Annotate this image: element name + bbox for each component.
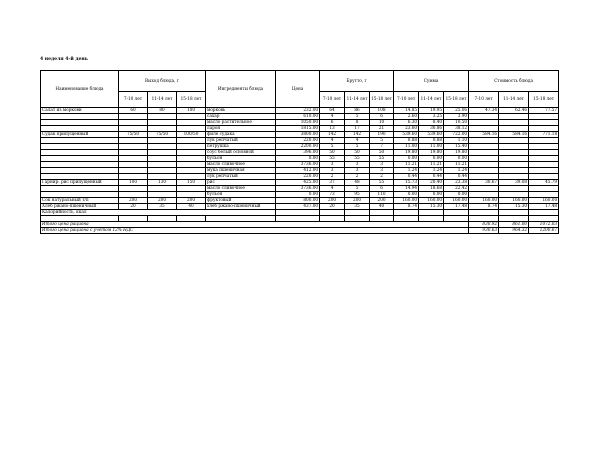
ingredients-header: Ингредиенты блюда	[206, 71, 276, 108]
output-cell: 60	[119, 108, 148, 114]
calories-label: Калорийность, ккал	[41, 210, 276, 216]
total-vat-value: 964.32	[499, 228, 529, 234]
sum-cell: 14.85	[394, 108, 419, 114]
brutto-cell: 64	[320, 108, 345, 114]
price-cell: 2200.00	[276, 144, 320, 150]
age-header: 15-18 лет	[529, 92, 559, 108]
sum-cell: 3.25	[419, 114, 444, 120]
cost-cell: 77.57	[529, 108, 559, 114]
brutto-cell: 3	[320, 162, 345, 168]
ingredient-cell: мука пшеничная	[206, 168, 276, 174]
brutto-cell: 37	[320, 180, 345, 186]
output-cell: 100	[177, 108, 206, 114]
sum-cell: 11.00	[419, 144, 444, 150]
output-header: Выход блюда, г	[119, 71, 206, 92]
output-cell: 75/50	[119, 132, 148, 138]
sum-cell: 8.74	[394, 204, 419, 210]
sum-cell: 0.00	[444, 192, 469, 198]
sum-cell: 8.40	[419, 120, 444, 126]
cost-cell: 17.48	[529, 204, 559, 210]
sum-cell: 30.86	[419, 126, 444, 132]
sum-cell: 160.00	[444, 198, 469, 204]
sum-cell: 19.80	[419, 150, 444, 156]
sum-cell: 0.00	[394, 156, 419, 162]
output-cell: 200	[148, 198, 177, 204]
output-cell: 200	[177, 198, 206, 204]
total-value: 1072.03	[529, 222, 559, 228]
sum-cell: 0.44	[444, 174, 469, 180]
total-value: 830.92	[469, 222, 499, 228]
brutto-cell: 3	[370, 168, 394, 174]
price-cell: 425.00	[276, 180, 320, 186]
age-header: 7-10 лет	[320, 92, 345, 108]
cost-cell: 30.67	[469, 180, 499, 186]
price-cell: 3736.00	[276, 162, 320, 168]
price-cell: 0.00	[276, 192, 320, 198]
sum-cell: 23.60	[394, 126, 419, 132]
brutto-cell: 3	[320, 168, 345, 174]
output-cell: 80	[148, 108, 177, 114]
price-cell: 232.00	[276, 108, 320, 114]
sum-cell: 15.73	[394, 180, 419, 186]
brutto-cell: 200	[320, 198, 345, 204]
cost-header: Стоимость блюда	[469, 71, 559, 92]
sum-cell: 722.00	[444, 132, 469, 138]
sum-cell: 539.60	[419, 132, 444, 138]
sum-cell: 0.00	[444, 156, 469, 162]
brutto-cell: 73	[320, 192, 345, 198]
ingredient-cell: морковь	[206, 108, 276, 114]
brutto-cell: 2	[370, 174, 394, 180]
brutto-cell: 8	[345, 120, 370, 126]
cost-cell: 39.08	[499, 180, 529, 186]
brutto-cell: 5	[345, 144, 370, 150]
dish-name-cell: Судак припущенный	[41, 132, 119, 138]
sum-cell: 0.44	[394, 174, 419, 180]
brutto-cell: 2	[345, 174, 370, 180]
sum-cell: 160.00	[394, 198, 419, 204]
menu-cost-table	[40, 70, 559, 234]
sum-cell: 10.50	[444, 120, 469, 126]
brutto-cell: 190	[370, 132, 394, 138]
brutto-cell: 4	[320, 114, 345, 120]
brutto-cell: 5	[345, 114, 370, 120]
ingredient-cell: масло растительное	[206, 120, 276, 126]
price-cell: 220.00	[276, 138, 320, 144]
sum-cell: 0.00	[419, 192, 444, 198]
price-cell: 3736.00	[276, 186, 320, 192]
brutto-cell: 5	[345, 186, 370, 192]
sum-cell: 3.90	[444, 114, 469, 120]
sum-cell: 19.80	[394, 150, 419, 156]
brutto-header: Брутто, г	[320, 71, 394, 92]
brutto-cell: 4	[320, 138, 345, 144]
price-cell: 396.00	[276, 150, 320, 156]
ingredient-cell: фруктовый	[206, 198, 276, 204]
output-cell: 40	[177, 204, 206, 210]
cost-cell: 771.18	[529, 132, 559, 138]
cost-cell: 45.79	[529, 180, 559, 186]
cost-cell: 62.46	[499, 108, 529, 114]
age-header: 7-10 лет	[119, 92, 148, 108]
brutto-cell: 5	[370, 138, 394, 144]
ingredient-cell: лук репчатый	[206, 138, 276, 144]
brutto-cell: 86	[345, 108, 370, 114]
price-header: Цена	[276, 71, 320, 108]
sum-cell: 1.24	[394, 168, 419, 174]
sum-cell: 38.12	[444, 126, 469, 132]
sum-cell: 25.06	[444, 108, 469, 114]
sum-cell: 15.40	[444, 144, 469, 150]
total-vat-label: Итого цена рациона с учетом 12% НДС	[41, 228, 469, 234]
age-header: 15-18 лет	[177, 92, 206, 108]
ingredient-cell: бульон	[206, 192, 276, 198]
output-cell: 150	[177, 180, 206, 186]
brutto-cell: 13	[320, 126, 345, 132]
sum-cell: 22.42	[444, 186, 469, 192]
age-header: 11-14 лет	[499, 92, 529, 108]
ingredient-cell: рис	[206, 180, 276, 186]
output-cell: 35	[148, 204, 177, 210]
ingredient-cell: масло сливочное	[206, 186, 276, 192]
brutto-cell: 50	[345, 150, 370, 156]
brutto-cell: 55	[345, 156, 370, 162]
brutto-cell: 55	[320, 156, 345, 162]
output-cell: 75/50	[148, 132, 177, 138]
output-cell: 20	[119, 204, 148, 210]
age-header: 15-18 лет	[370, 92, 394, 108]
sum-cell: 14.94	[394, 186, 419, 192]
price-cell: 3800.00	[276, 132, 320, 138]
age-header: 7-10 лет	[394, 92, 419, 108]
ingredient-cell: соус белый основной	[206, 150, 276, 156]
sum-cell: 0.00	[419, 156, 444, 162]
ingredient-cell: ларон	[206, 126, 276, 132]
dish-name-cell: Сок натуральный т/п	[41, 198, 119, 204]
sum-cell: 539.60	[394, 132, 419, 138]
dish-name-header: Наименование блюда	[41, 71, 119, 108]
sum-cell: 11.21	[444, 162, 469, 168]
output-cell: 130	[148, 180, 177, 186]
sum-cell: 17.48	[444, 204, 469, 210]
brutto-cell: 110	[370, 192, 394, 198]
brutto-cell: 2	[320, 174, 345, 180]
sum-cell: 160.00	[419, 198, 444, 204]
sum-cell: 15.30	[419, 204, 444, 210]
price-cell: 1050.00	[276, 120, 320, 126]
dish-name-cell: Гарнир: рис припущенный	[41, 180, 119, 186]
brutto-cell: 50	[370, 150, 394, 156]
sum-cell: 1.24	[444, 168, 469, 174]
brutto-cell: 142	[345, 132, 370, 138]
sum-cell: 1.24	[419, 168, 444, 174]
sum-cell: 11.21	[394, 162, 419, 168]
brutto-cell: 3	[370, 162, 394, 168]
ingredient-cell: масло сливочное	[206, 162, 276, 168]
brutto-cell: 108	[370, 108, 394, 114]
age-header: 11-14 лет	[345, 92, 370, 108]
brutto-cell: 7	[370, 144, 394, 150]
brutto-cell: 20	[320, 204, 345, 210]
sum-cell: 11.21	[419, 162, 444, 168]
sum-cell: 0.44	[419, 174, 444, 180]
brutto-cell: 17	[345, 126, 370, 132]
cost-cell: 15.30	[499, 204, 529, 210]
ingredient-cell: петрушка	[206, 144, 276, 150]
brutto-cell: 6	[370, 186, 394, 192]
ingredient-cell: лук репчатый	[206, 174, 276, 180]
brutto-cell: 35	[345, 204, 370, 210]
sum-cell: 0.88	[419, 138, 444, 144]
total-vat-value: 1200.67	[529, 228, 559, 234]
ingredient-cell: бульон	[206, 156, 276, 162]
sum-cell: 11.00	[394, 144, 419, 150]
age-header: 7-10 лет	[469, 92, 499, 108]
sum-cell: 1.10	[444, 138, 469, 144]
price-cell: 0.00	[276, 156, 320, 162]
brutto-cell: 95	[345, 192, 370, 198]
brutto-cell: 55	[370, 180, 394, 186]
output-cell: 200	[119, 198, 148, 204]
brutto-cell: 4	[345, 138, 370, 144]
menu-rows	[41, 108, 559, 210]
sum-cell: 23.38	[444, 180, 469, 186]
sum-cell: 6.30	[394, 120, 419, 126]
brutto-cell: 3	[345, 162, 370, 168]
brutto-cell: 10	[370, 120, 394, 126]
brutto-cell: 5	[320, 144, 345, 150]
brutto-cell: 6	[370, 114, 394, 120]
cost-cell: 47.34	[469, 108, 499, 114]
total-label: Итого цена рациона	[41, 222, 469, 228]
output-cell: 100/50	[177, 132, 206, 138]
price-cell: 437.00	[276, 204, 320, 210]
total-vat-value: 930.63	[469, 228, 499, 234]
brutto-cell: 142	[320, 132, 345, 138]
price-cell: 1815.00	[276, 126, 320, 132]
cost-cell: 160.00	[499, 198, 529, 204]
brutto-cell: 48	[345, 180, 370, 186]
sum-cell: 19.80	[444, 150, 469, 156]
dish-name-cell: Салат из моркови	[41, 108, 119, 114]
brutto-cell: 50	[320, 150, 345, 156]
brutto-cell: 21	[370, 126, 394, 132]
sum-cell: 18.68	[419, 186, 444, 192]
total-value: 861.00	[499, 222, 529, 228]
brutto-cell: 200	[345, 198, 370, 204]
cost-cell: 584.16	[469, 132, 499, 138]
price-cell: 800.00	[276, 198, 320, 204]
brutto-cell: 6	[320, 120, 345, 126]
ingredient-cell: хлеб ржано-пшеничный	[206, 204, 276, 210]
brutto-cell: 40	[370, 204, 394, 210]
brutto-cell: 3	[345, 168, 370, 174]
cost-cell: 160.00	[469, 198, 499, 204]
age-header: 15-18 лет	[444, 92, 469, 108]
sum-cell: 19.95	[419, 108, 444, 114]
age-header: 11-14 лет	[148, 92, 177, 108]
cost-cell: 584.16	[499, 132, 529, 138]
price-cell: 412.00	[276, 168, 320, 174]
sum-cell: 0.00	[394, 192, 419, 198]
ingredient-cell: сахар	[206, 114, 276, 120]
dish-name-cell: Хлеб ржано-пшеничный	[41, 204, 119, 210]
ingredient-cell: филе судака	[206, 132, 276, 138]
price-cell: 610.00	[276, 114, 320, 120]
output-cell: 100	[119, 180, 148, 186]
sum-cell: 2.60	[394, 114, 419, 120]
price-cell: 220.00	[276, 174, 320, 180]
age-header: 11-14 лет	[419, 92, 444, 108]
day-heading: 4 неделя 4-й день	[40, 57, 88, 62]
sum-cell: 20.40	[419, 180, 444, 186]
sum-cell: 0.88	[394, 138, 419, 144]
cost-cell: 160.00	[529, 198, 559, 204]
brutto-cell: 4	[320, 186, 345, 192]
brutto-cell: 55	[370, 156, 394, 162]
sum-header: Сумма	[394, 71, 469, 92]
brutto-cell: 200	[370, 198, 394, 204]
cost-cell: 8.74	[469, 204, 499, 210]
